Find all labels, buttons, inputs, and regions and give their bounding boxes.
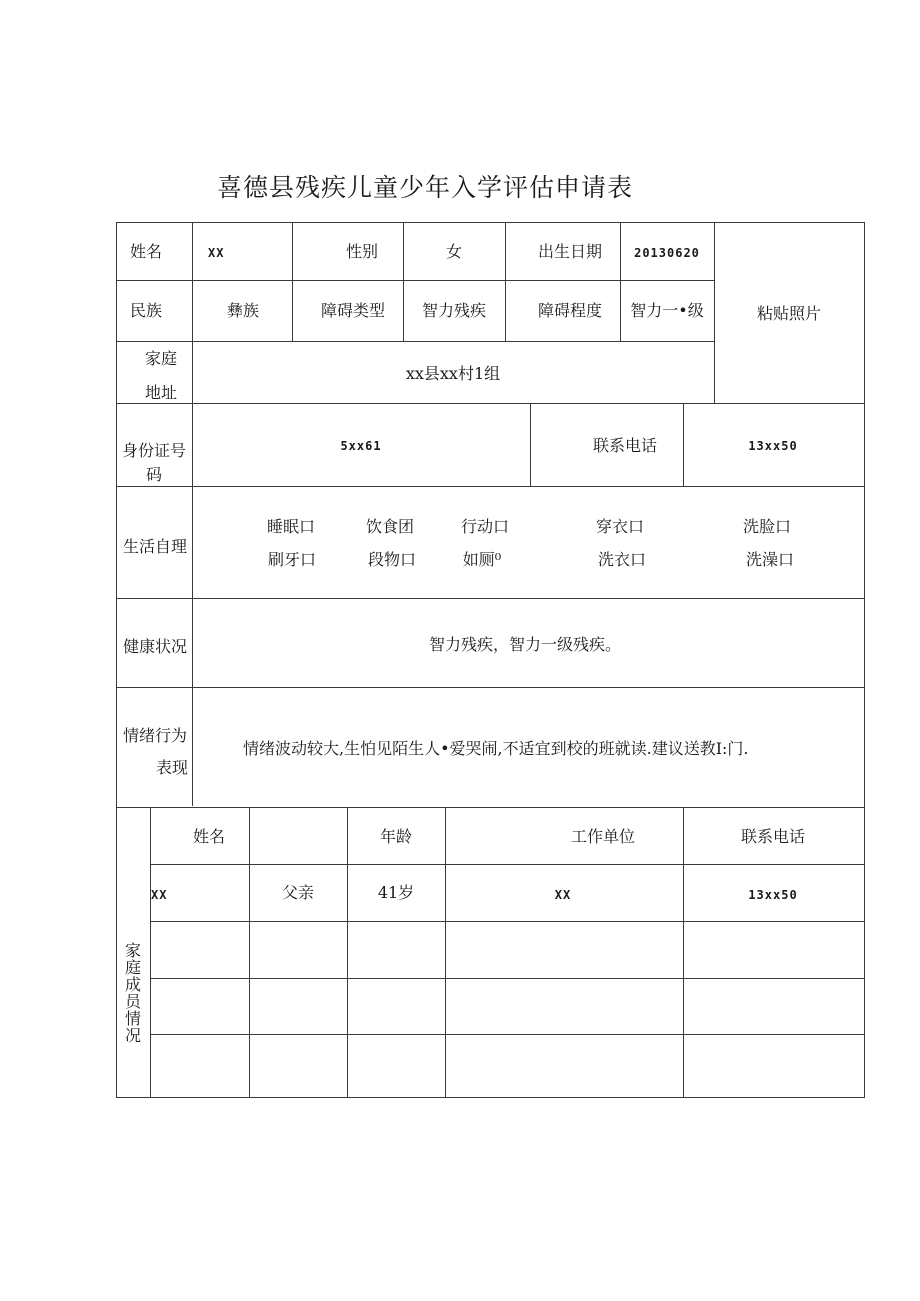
id-label-line1: 身份证号 [121, 441, 187, 460]
name-label: 姓名 [130, 242, 163, 261]
id-value: 5xx61 [340, 439, 382, 453]
photo-label: 粘贴照片 [756, 304, 822, 323]
family-header-phone: 联系电话 [740, 827, 806, 846]
health-label: 健康状况 [123, 637, 188, 656]
name-value: XX [208, 246, 225, 260]
phone-value: 13xx50 [748, 439, 798, 453]
family-member-phone: 13xx50 [748, 888, 798, 902]
gender-value: 女 [445, 242, 463, 261]
family-header-name: 姓名 [192, 827, 226, 846]
emotion-label-line2: 表现 [156, 758, 189, 777]
phone-label: 联系电话 [592, 436, 658, 455]
address-label-line2: 地址 [144, 383, 178, 402]
self-care-item: 刷牙口 [267, 550, 317, 569]
emotion-value: 情绪波动较大,生怕见陌生人•爱哭闹,不适宜到校的班就读.建议送教I:门. [243, 739, 749, 758]
address-label-line1: 家庭 [144, 349, 178, 368]
family-member-age: 41岁 [377, 883, 415, 902]
family-header-work: 工作单位 [570, 827, 636, 846]
health-value: 智力残疾，智力一级残疾。 [428, 635, 622, 654]
family-member-name: XX [151, 888, 168, 902]
self-care-item: 穿衣口 [595, 517, 645, 536]
self-care-label: 生活自理 [123, 537, 188, 556]
birth-label: 出生日期 [537, 242, 603, 261]
id-label-line2: 码 [145, 465, 163, 484]
family-member-relation: 父亲 [281, 883, 315, 902]
gender-label: 性别 [346, 242, 379, 261]
ethnicity-value: 彝族 [226, 301, 260, 320]
self-care-item: 行动口 [460, 517, 510, 536]
emotion-label-line1: 情绪行为 [123, 726, 188, 745]
address-value: xx县xx村1组 [405, 364, 501, 383]
self-care-item: 洗澡口 [745, 550, 795, 569]
self-care-item: 洗衣口 [597, 550, 647, 569]
self-care-item: 段物口 [367, 550, 417, 569]
self-care-item: 睡眠口 [266, 517, 316, 536]
birth-value: 20130620 [634, 246, 700, 260]
page-title: 喜德县残疾儿童少年入学评估申请表 [217, 173, 634, 202]
self-care-item: 饮食团 [365, 517, 415, 536]
self-care-item: 如厕⁰ [462, 550, 502, 569]
disability-degree-label: 障碍程度 [537, 301, 603, 320]
family-member-work: XX [554, 888, 572, 902]
disability-type-value: 智力残疾 [421, 301, 487, 320]
self-care-item: 洗脸口 [742, 517, 792, 536]
disability-type-label: 障碍类型 [320, 301, 386, 320]
disability-degree-value: 智力一•级 [630, 301, 704, 320]
family-label: 家庭成员情况 [124, 941, 141, 1045]
family-header-age: 年龄 [379, 827, 413, 846]
ethnicity-label: 民族 [130, 301, 163, 320]
